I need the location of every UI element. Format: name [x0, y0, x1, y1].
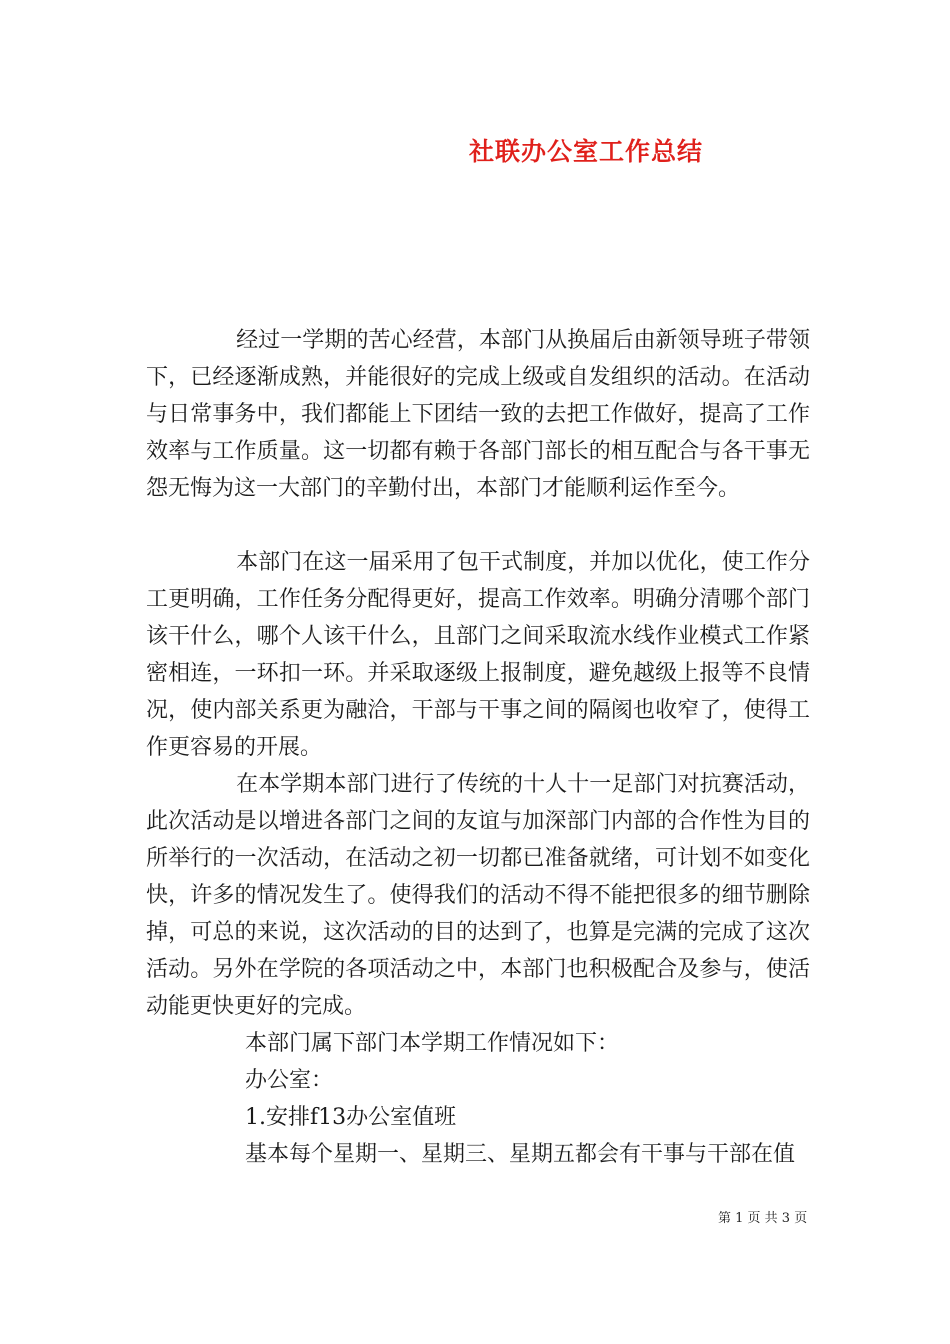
paragraph-3 — [146, 766, 810, 1025]
paragraph-1-text: 经过一学期的苦心经营，本部门从换届后由新领导班子带领下，已经逐渐成熟，并能很好的完成上级或自发组织的活动。在活动与日常事务中，我们都能上下团结一致的去把工作做好，提高了工作效率与工作质量。这一切都有赖于各部门部长的相互配合与各干事无怨无悔为这一大部门的辛勤付出，本部门才能顺利运作至今。 — [146, 328, 810, 501]
paragraph-2-text: 本部门在这一届采用了包干式制度，并加以优化，使工作分工更明确，工作任务分配得更好，提高工作效率。明确分清哪个部门该干什么，哪个人该干什么，且部门之间采取流水线作业模式工作紧密相连，一环扣一环。并采取逐级上报制度，避免越级上报等不良情况，使内部关系更为融洽，干部与干事之间的隔阂也收窄了，使得工作更容易的开展。 — [146, 550, 810, 760]
paragraph-3-text: 在本学期本部门进行了传统的十人十一足部门对抗赛活动，此次活动是以增进各部门之间的友谊与加深部门内部的合作性为目的所举行的一次活动，在活动之初一切都已准备就绪，可计划不如变化快，许多的情况发生了。使得我们的活动不得不能把很多的细节删除掉，可总的来说，这次活动的目的达到了，也算是完满的完成了这次活动。另外在学院的各项活动之中，本部门也积极配合及参与，使活动能更快更好的完成。 — [146, 772, 810, 1019]
page-number: 第 1 页 共 3 页 — [718, 1211, 808, 1226]
section-intro-line: 本部门属下部门本学期工作情况如下： — [245, 1031, 620, 1056]
section-heading-office: 办公室： — [245, 1068, 334, 1093]
paragraph-2 — [146, 544, 810, 766]
document-title: 社联办公室工作总结 — [469, 137, 704, 166]
duty-description-line: 基本每个星期一、星期三、星期五都会有干事与干部在值 — [245, 1142, 796, 1167]
paragraph-1 — [146, 322, 810, 507]
list-item-duty-schedule: 1.安排f13办公室值班 — [245, 1105, 457, 1130]
